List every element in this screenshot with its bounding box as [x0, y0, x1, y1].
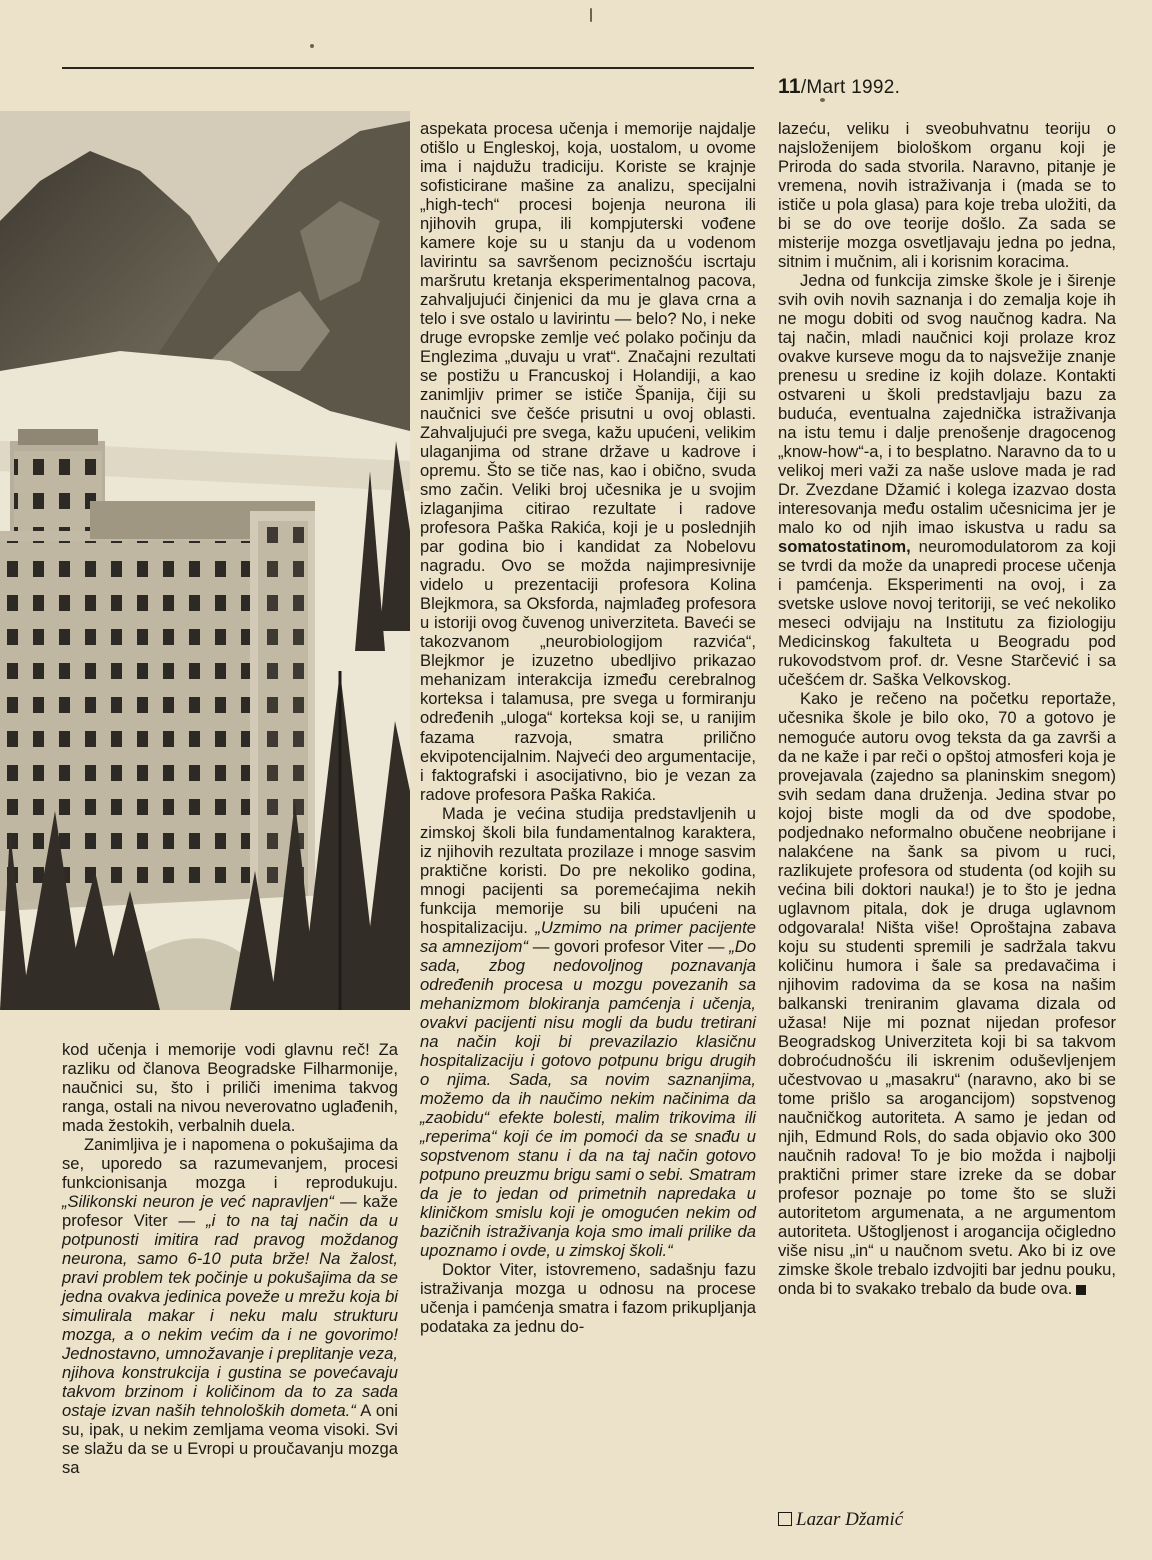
paragraph: lazeću, veliku i sveobuhvatnu teoriju o najsloženijem biološkom organu koji je Priroda do sada stvorila. Naravno, pitanje je vremena, novih istraživanja i (mada se to ističe u pola glasa) para koje treba uložiti, da bi se do ove teorije došlo. Za sada se misterije mozga osvetljavaju jedna po jedna, sitnim i mučnim, ali i korisnim koracima. [778, 119, 1116, 272]
column-3 [778, 119, 1116, 1298]
keyword: somatostatinom, [778, 537, 911, 557]
issue-number: 11 [778, 75, 801, 98]
quote: „Uzmimo na primer pacijente sa amnezijom“ [420, 917, 756, 956]
end-mark-icon [1076, 1285, 1086, 1295]
hotel-photo [0, 111, 410, 1010]
paragraph: kod učenja i memorije vodi glavnu reč! Za razliku od članova Beogradske Filharmonije, naučnici su, što i priliči imenima takvog ranga, ostali na nivou neverovatno uglađenih, mada žestokih, verbalnih duela. [62, 1040, 398, 1136]
quote: „Silikonski neuron je već napravljen“ [62, 1192, 334, 1212]
paragraph: Doktor Viter, istovremeno, sadašnju fazu istraživanja mozga u odnosu na procese učenja i pamćenja smatra i fazom prikupljanja podataka za jednu do- [420, 1259, 756, 1336]
page-header [778, 75, 900, 99]
quote: „i to na taj način da u potpunosti imitira rad pravog moždanog neurona, samo 6-10 puta brže! Na žalost, pravi problem tek počinje u pokušajima da se jedna ovakva jedinica poveže u mrežu koja bi simulirala makar i neku malu strukturu mozga, a o nekim većim da i ne govorimo! Jednostavno, umnožavanje i preplitanje veza, njihova konstrukcija i gustina se povećavaju takvom brzinom i količinom da to za sada ostaje izvan naših tehnoloških dometa.“ [62, 1211, 398, 1421]
header-rule [62, 67, 754, 69]
print-speck [310, 44, 314, 48]
box-icon [778, 1512, 792, 1526]
print-speck [820, 98, 825, 102]
column-2 [420, 119, 756, 1336]
paragraph: Mada je većina studija predstavljenih u zimskoj školi bila fundamentalnog karaktera, iz njihovih rezultata prozilaze i mnoge sasvim praktične koristi. Do pre nekoliko godina, mnogi pacijenti sa poremećajima nekih funkcija memorije su bili upućeni na hospitalizaciju. „Uzmimo na primer pacijente sa amnezijom“ — govori profesor Viter — „Do sada, zbog nedovoljnog poznavanja određenih procesa u mozgu povezanih sa mehanizmom blokiranja pamćenja i učenja, ovakvi pacijenti nisu mogli da budu tretirani na način koji bi prevazilazio klasičnu hospitalizaciju i gotovo potpunu brigu drugih o njima. Sada, sa novim saznanjima, možemo da ih naučimo nekim načinima da „zaobidu“ efekte bolesti, malim trikovima ili „reperima“ koji će im pomoći da se snađu u sopstvenom stanu i da na taj način gotovo potpuno preuzmu brigu sami o sebi. Smatram da je to jedan od primetnih napredaka u kliničkom smislu koji je omogućen nekim od bazičnih istraživanja koja smo imali prilike da upoznamo i ovde, u zimskoj školi.“ [420, 803, 756, 1260]
print-speck [590, 8, 592, 22]
paragraph: Jedna od funkcija zimske škole je i širenje svih ovih novih saznanja i do zemalja koje ih ne mogu dobiti od svog naučnog kadra. Na taj način, mladi naučnici koji prolaze kroz ovakve kurseve mogu da to najsvežije znanje prenesu u sredine iz kojih dolaze. Kontakti ostvareni u školi predstavljaju bazu za buduća, eventualna zajednička istraživanja na istu temu i dalje prenošenje dragocenog „know-how“-a, i to besplatno. Naravno da to u velikoj meri važi za naše uslove mada je rad Dr. Zvezdane Džamić i kolega izazvao dosta interesovanja među ostalim učesnicima jer je malo ko od njih imao iskustva u radu sa somatostatinom, neuromodulatorom za koji se tvrdi da može da unapredi procese učenja i pamćenja. Eksperimenti na ovoj, i za svetske uslove novoj teritoriji, se već nekoliko meseci odvijaju na Institutu za fiziologiju Medicinskog fakulteta u Beogradu pod rukovodstvom prof. dr. Vesne Starčević i sa učešćem dr. Saška Velkovskog. [778, 271, 1116, 690]
paragraph: aspekata procesa učenja i memorije najdalje otišlo u Engleskoj, koja, uostalom, u ovome ima i najdužu tradiciju. Koriste se krajnje sofisticirane mašine za analizu, specijalni „high-tech“ procesi bojenja neurona ili njihovih grupa, ili kompjuterski vođene kamere koje su u stanju da u vodenom lavirintu sa savršenom peciznošću iscrtaju maršrutu kretanja eksperimentalnog pacova, zahvaljujući činjenici da mu je glava crna a telo i sve ostalo u lavirintu — belo? No, i neke druge evropske zemlje već polako počinju da Englezima „duvaju u vrat“. Značajni rezultati se postižu u Francuskoj i Holandiji, a kao zanimljiv primer se ističe Španija, čiji su naučnici sve češće prisutni u ovoj oblasti. Zahvaljujući pre svega, kažu upućeni, velikim ulaganjima od strane države u kadrove i opremu. Što se tiče nas, kao i obično, svuda smo začin. Veliki broj učesnika je u svojim izlaganjima citirao rezultate i radove profesora Paška Rakića, koji je u poslednjih par godina bio i kandidat za Nobelovu nagradu. Ovo se možda najimpresivnije videlo u prezentaciji profesora Kolina Blejkmora, sa Oksforda, najmlađeg profesora u istoriji ovog čuvenog univerziteta. Baveći se takozvanom „neurobiologijom razvića“, Blejkmor je izuzetno ubedljivo prikazao mehanizam interakcija između cerebralnog korteksa i talamusa, pre svega u formiranju određenih „uloga“ korteksa koji se, u ranijim fazama razvoja, smatra prilično ekvipotencijalnim. Najveći deo argumentacije, i faktografski i asocijativno, bio je vezan za radove profesora Paška Rakića. [420, 119, 756, 804]
column-1 [62, 1040, 398, 1477]
paragraph: Zanimljiva je i napomena o pokušajima da se, uporedo sa razumevanjem, procesi funkcionisanja mozga i reprodukuju. „Silikonski neuron je već napravljen“ — kaže profesor Viter — „i to na taj način da u potpunosti imitira rad pravog moždanog neurona, samo 6-10 puta brže! Na žalost, pravi problem tek počinje u pokušajima da se jedna ovakva jedinica poveže u mrežu koja bi simulirala makar i neku malu strukturu mozga, a o nekim većim da i ne govorimo! Jednostavno, umnožavanje i preplitanje veza, njihova konstrukcija i gustina se povećavaju takvom brzinom i količinom da to za sada ostaje izvan naših tehnoloških dometa.“ A oni su, ipak, u nekim zemljama veoma visoki. Svi se slažu da se u Evropi u proučavanju mozga sa [62, 1135, 398, 1478]
paragraph: Kako je rečeno na početku reportaže, učesnika škole je bilo oko, 70 a gotovo je nemoguće autoru ovog teksta da ga završi a da ne kaže i par reči o opštoj atmosferi koja je provejavala (zajedno sa planinskim snegom) svih sedam dana druženja. Jedina stvar po kojoj biste mogli da od dve spodobe, podjednako neformalno obučene neobrijane i nalakćene na šank sa pivom u ruci, razlikujete profesora od studenta (od kojih su većina bili doktori nauka!) je to što je jedna uglavnom pitala, dok je druga uglavnom odgovarala! Ništa više! Oproštajna zabava koju su studenti spremili je sadržala takvu količinu humora i šale sa predavačima i njihovim radovima da se kosa na našim balkanski treniranim glavama dizala od užasa! Nije mi poznat nijedan profesor Beogradskog Univerziteta koji bi sa takvom dobroćudnošću ili iskrenim oduševljenjem učestvovao u „masakru“ (naravno, ako bi se tome prišlo sa arogancijom) sopstvenog naučničkog autoriteta. A samo je jedan od njih, Edmund Rols, do sada objavio oko 300 naučnih radova! To je bio možda i najbolji praktični primer stare izreke da se dobar profesor poznaje po tome što se služi autoritetom argumenata, a ne argumentom autoriteta. Uštogljenost i arogancija očigledno više nisu „in“ u naučnom svetu. Ako bi iz ove zimske škole trebalo izdvojiti bar jednu pouku, onda bi to svakako trebalo da bude ova. [778, 689, 1116, 1298]
issue-date: /Mart 1992. [800, 77, 901, 98]
author-byline: Lazar Džamić [778, 1509, 903, 1531]
quote: „Do sada, zbog nedovoljnog poznavanja određenih procesa u mozgu povezanih sa mehanizmom blokiranja pamćenja i učenja, ovakvi pacijenti nisu mogli da budu tretirani na način koji bi prevazilazio klasičnu hospitalizaciju i gotovo potpunu brigu drugih o njima. Sada, sa novim saznanjima, možemo da ih naučimo nekim načinima da „zaobidu“ efekte bolesti, malim trikovima ili „reperima“ koji će im pomoći da se snađu u sopstvenom stanu i da na taj način gotovo potpuno preuzmu brigu sami o sebi. Smatram da je to jedan od primetnih napredaka u kliničkom smislu koji je omogućen nekim od bazičnih istraživanja koja smo imali prilike da upoznamo i ovde, u zimskoj školi.“ [420, 936, 756, 1260]
